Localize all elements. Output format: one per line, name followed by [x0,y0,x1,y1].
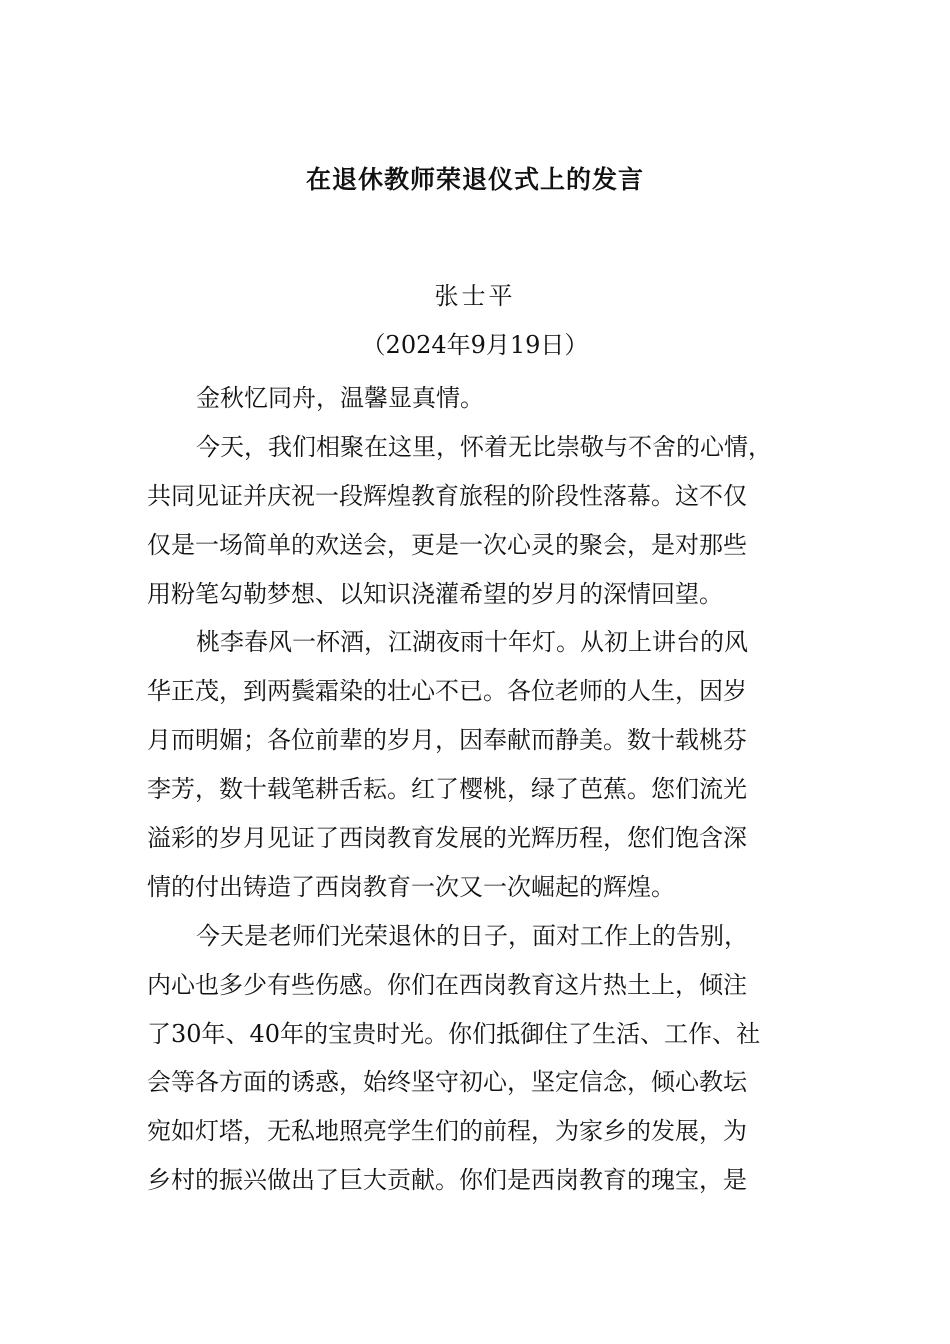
body-line: 月而明媚；各位前辈的岁月，因奉献而静美。数十载桃芬 [147,726,747,755]
body-line: 李芳，数十载笔耕舌耘。红了樱桃，绿了芭蕉。您们流光 [147,775,747,804]
speech-body [147,374,809,1205]
body-line: 桃李春风一杯酒，江湖夜雨十年灯。从初上讲台的风 [196,628,748,657]
body-line: 用粉笔勾勒梦想、以知识浇灌希望的岁月的深情回望。 [147,579,723,608]
body-line: 宛如灯塔，无私地照亮学生们的前程，为家乡的发展，为 [147,1117,747,1146]
body-line: 仅是一场简单的欢送会，更是一次心灵的聚会，是对那些 [147,530,747,559]
body-line: 华正茂，到两鬓霜染的壮心不已。各位老师的人生，因岁 [147,677,747,706]
body-line: 金秋忆同舟，温馨显真情。 [196,384,484,412]
author-name: 张士平 [434,282,516,310]
body-line: 溢彩的岁月见证了西岗教育发展的光辉历程，您们饱含深 [147,824,747,853]
document-title: 在退休教师荣退仪式上的发言 [305,165,644,194]
body-line: 今天，我们相聚在这里，怀着无比崇敬与不舍的心情， [196,432,772,461]
body-line: 内心也多少有些伤感。你们在西岗教育这片热土上，倾注 [147,970,747,999]
body-line: 乡村的振兴做出了巨大贡献。你们是西岗教育的瑰宝，是 [147,1166,747,1195]
speech-date: （2024年9月19日） [361,331,589,359]
body-line: 情的付出铸造了西岗教育一次又一次崛起的辉煌。 [147,872,675,901]
body-line: 会等各方面的诱惑，始终坚守初心，坚定信念，倾心教坛 [147,1068,747,1097]
body-line: 共同见证并庆祝一段辉煌教育旅程的阶段性落幕。这不仅 [147,481,747,510]
body-line: 了30年、40年的宝贵时光。你们抵御住了生活、工作、社 [147,1019,761,1048]
body-line: 今天是老师们光荣退休的日子，面对工作上的告别， [196,921,748,950]
